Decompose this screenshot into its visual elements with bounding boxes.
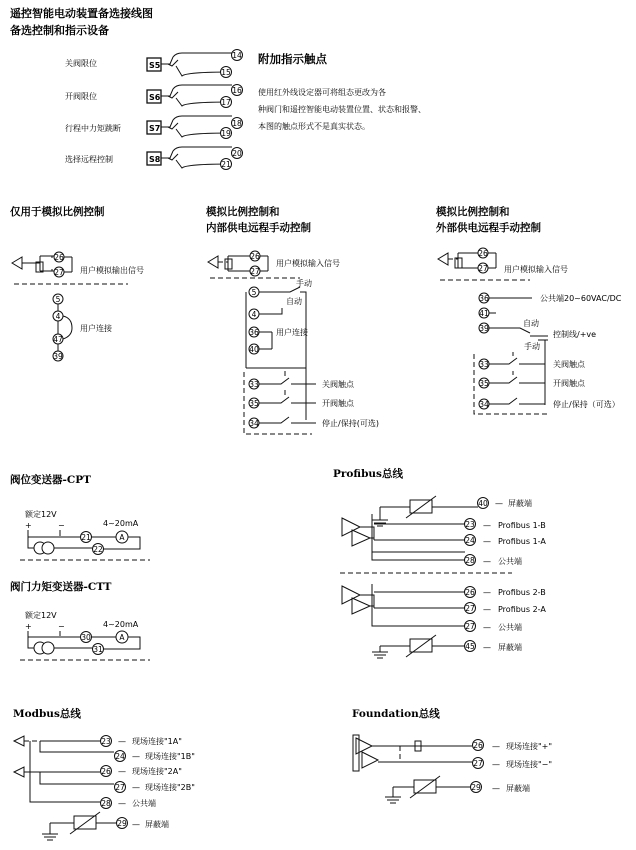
wiring-label: 公共端 (498, 623, 522, 632)
wiring-label: 公共端 (498, 557, 522, 566)
cpt-section (10, 473, 150, 560)
ctt-section (10, 580, 150, 660)
wiring-label: 41 (479, 309, 489, 318)
section-title-1: 模拟比例控制和 (206, 206, 280, 218)
ground-icon (42, 823, 58, 840)
wire (24, 741, 100, 802)
aux-contacts-desc-2: 种阀门和遥控智能电动装置位置、状态和报警、 (258, 105, 426, 114)
switch-row-s6 (65, 85, 243, 108)
auto-label: 自动 (523, 319, 539, 328)
wiring-label: 27 (465, 604, 475, 613)
switch-label: 行程中力矩跳断 (65, 124, 121, 133)
wiring-label: — (118, 737, 126, 746)
wire (489, 328, 548, 336)
section-title-1: 模拟比例控制和 (436, 206, 510, 218)
section-title-2: 外部供电远程手动控制 (436, 222, 541, 234)
wiring-label: 27 (54, 268, 64, 277)
wiring-label: 27 (478, 264, 488, 273)
wiring-label: 5 (251, 288, 257, 297)
rated-voltage-label: 额定12V (25, 510, 57, 519)
wiring-label: — (483, 605, 491, 614)
wire (372, 746, 472, 762)
wire (438, 253, 448, 265)
terminal-number: 20 (232, 149, 242, 158)
wiring-label: 屏蔽端 (145, 820, 169, 829)
wire (40, 256, 54, 271)
wiring-label: 35 (479, 379, 489, 388)
wiring-label: 23 (465, 520, 475, 529)
wiring-label: 30 (81, 633, 91, 642)
wire (208, 256, 218, 268)
wiring-label: 33 (249, 380, 259, 389)
section-title: Foundation总线 (352, 708, 440, 720)
wire (306, 384, 316, 423)
section-title: Profibus总线 (333, 468, 403, 480)
control-line-label: 控制线/+ve (553, 330, 597, 339)
wiring-label: 34 (249, 419, 259, 428)
wire (488, 253, 496, 268)
terminal (42, 542, 54, 554)
wiring-label: 屏蔽端 (498, 643, 522, 652)
wire (489, 371, 545, 383)
wiring-label: 26 (473, 741, 483, 750)
signal-label: 用户模拟输出信号 (80, 266, 144, 275)
wire (489, 352, 545, 364)
terminal-number: 19 (221, 129, 231, 138)
signal-source (12, 256, 52, 271)
open-contact-label: 开阀触点 (322, 399, 354, 408)
terminal-number: 18 (232, 119, 242, 128)
wiring-label: 22 (93, 545, 103, 554)
wiring-label: 24 (465, 536, 475, 545)
wiring-label: 36 (479, 294, 489, 303)
wiring-label: 屏蔽端 (506, 784, 530, 793)
wire (374, 524, 465, 540)
current-label: 4~20mA (103, 620, 139, 629)
page-title: 遥控智能电动装置备选接线图 (10, 7, 153, 20)
wiring-label: 35 (249, 399, 259, 408)
rated-voltage-label: 额定12V (25, 611, 57, 620)
terminal-number: 17 (221, 98, 231, 107)
aux-contacts-desc-3: 本图的触点形式不是真实状态。 (258, 122, 370, 131)
wiring-label: 现场连接"1B" (145, 752, 195, 761)
wiring-label: Profibus 1-A (498, 537, 546, 546)
terminal-number: 15 (221, 68, 231, 77)
wiring-label: 31 (93, 645, 103, 654)
wiring-label: 39 (53, 352, 63, 361)
switch-label: 开阀限位 (65, 92, 97, 101)
wiring-label: — (495, 499, 503, 508)
section-title: 阀门力矩变送器-CTT (10, 581, 112, 593)
minus-sign: − (58, 622, 65, 631)
terminal-number: 14 (232, 51, 242, 60)
wiring-label: A (119, 533, 125, 542)
ground-icon (372, 507, 388, 526)
wiring-label: — (483, 643, 491, 652)
wire (372, 584, 465, 626)
switch-box-label: S7 (149, 124, 161, 133)
wiring-label: 现场连接"2B" (145, 783, 195, 792)
transceiver-icon (342, 518, 370, 546)
wiring-label: 29 (471, 783, 481, 792)
wiring-label: 26 (250, 252, 260, 261)
wire (64, 257, 72, 272)
close-contact-label: 关阀触点 (553, 360, 585, 369)
user-connection-label: 用户连接 (276, 328, 308, 337)
switch-row-s5 (65, 50, 243, 78)
terminal-number: 16 (232, 86, 242, 95)
open-contact-label: 开阀触点 (553, 379, 585, 388)
wiring-label: 现场连接"+" (506, 742, 553, 751)
wiring-label: 现场连接"−" (506, 760, 553, 769)
wiring-label: 47 (53, 335, 63, 344)
wiring-label: Profibus 2-A (498, 605, 546, 614)
plus-sign: + (25, 521, 32, 530)
wiring-label: 27 (250, 267, 260, 276)
terminal (42, 642, 54, 654)
ground-icon (385, 787, 401, 803)
wiring-label: 36 (249, 328, 259, 337)
ground-icon (372, 646, 388, 658)
wiring-label: 26 (101, 767, 111, 776)
user-connection-label: 用户连接 (80, 324, 112, 333)
wiring-label: 28 (101, 799, 111, 808)
wiring-label: 屏蔽端 (508, 499, 532, 508)
wire (259, 287, 306, 420)
analog-only-section (10, 205, 144, 361)
analog-external-section (436, 205, 622, 414)
terminal-number: 21 (221, 160, 231, 169)
analog-internal-section (206, 205, 379, 434)
wiring-label: — (492, 760, 500, 769)
wiring-label: — (118, 799, 126, 808)
current-label: 4~20mA (103, 519, 139, 528)
wiring-label: 27 (465, 622, 475, 631)
switch-box-label: S6 (149, 93, 161, 102)
section-title: 仅用于模拟比例控制 (10, 206, 105, 218)
transceiver-icon (342, 586, 370, 614)
wiring-label: — (492, 784, 500, 793)
wiring-label: 26 (54, 253, 64, 262)
supply-line (28, 530, 80, 537)
wiring-label: — (132, 783, 140, 792)
wiring-label: 公共端 (132, 799, 156, 808)
switch-row-s7 (65, 116, 243, 139)
wiring-label: — (118, 767, 126, 776)
manual-label: 手动 (524, 342, 540, 351)
switch-box-label: S8 (149, 155, 161, 164)
close-contact-label: 关阀触点 (322, 380, 354, 389)
stop-hold-label: 停止/保持（可选） (553, 400, 620, 409)
aux-contacts-desc-1: 使用红外线设定器可将组态更改为各 (258, 88, 386, 97)
wiring-label: — (483, 623, 491, 632)
plus-sign: + (25, 622, 32, 631)
wiring-label: — (483, 521, 491, 530)
wiring-label: 5 (55, 295, 61, 304)
switch-row-s8 (65, 147, 243, 170)
foundation-section (352, 707, 552, 803)
wiring-label: 26 (465, 588, 475, 597)
wire (374, 592, 465, 608)
wiring-label: — (483, 588, 491, 597)
switch-label: 关阀限位 (65, 59, 97, 68)
wire (372, 552, 465, 560)
signal-label: 用户模拟输入信号 (276, 259, 340, 268)
switch-box-label: S5 (149, 61, 161, 70)
wiring-label: 27 (115, 783, 125, 792)
wire (260, 256, 268, 271)
manual-label: 手动 (296, 279, 312, 288)
wiring-label: — (132, 752, 140, 761)
wire (259, 371, 306, 384)
common-supply-label: 公共端20~60VAC/DC (540, 294, 622, 303)
wiring-label: 45 (465, 642, 475, 651)
wiring-label: 29 (117, 819, 127, 828)
wire (489, 398, 545, 404)
wiring-label: 40 (249, 345, 259, 354)
wire (259, 417, 306, 423)
section-title: 阀位变送器-CPT (10, 474, 91, 486)
profibus-section (333, 467, 546, 658)
transceiver-icon (14, 736, 24, 777)
wiring-label: 27 (473, 759, 483, 768)
switch-label: 选择远程控制 (65, 155, 113, 164)
aux-contacts-heading: 附加指示触点 (258, 52, 327, 66)
wiring-label: 现场连接"2A" (132, 767, 182, 776)
wiring-label: 26 (478, 249, 488, 258)
wire (458, 253, 478, 268)
wiring-label: 现场连接"1A" (132, 737, 182, 746)
page-subtitle: 备选控制和指示设备 (10, 24, 109, 37)
section-title-2: 内部供电远程手动控制 (206, 222, 311, 234)
wiring-label: 39 (479, 324, 489, 333)
wiring-label: A (119, 633, 125, 642)
stop-hold-label: 停止/保持(可选) (322, 419, 379, 428)
minus-sign: − (58, 521, 65, 530)
section-title: Modbus总线 (13, 708, 81, 720)
wiring-label: 40 (478, 499, 488, 508)
wiring-label: — (483, 537, 491, 546)
wire (259, 390, 306, 403)
wiring-label: 4 (55, 312, 61, 321)
modbus-section (13, 707, 195, 840)
auto-label: 自动 (286, 297, 302, 306)
wiring-label: — (492, 742, 500, 751)
signal-label: 用户模拟输入信号 (504, 265, 568, 274)
wiring-label: 34 (479, 400, 489, 409)
wiring-label: — (483, 557, 491, 566)
wiring-label: 4 (251, 310, 257, 319)
wiring-label: Profibus 2-B (498, 588, 546, 597)
wiring-label: 23 (101, 737, 111, 746)
wiring-label: 24 (115, 752, 125, 761)
wiring-label: 21 (81, 533, 91, 542)
wiring-label: 33 (479, 360, 489, 369)
wiring-label: — (132, 820, 140, 829)
wire (28, 631, 80, 637)
wiring-label: 28 (465, 556, 475, 565)
wiring-label: Profibus 1-B (498, 521, 546, 530)
